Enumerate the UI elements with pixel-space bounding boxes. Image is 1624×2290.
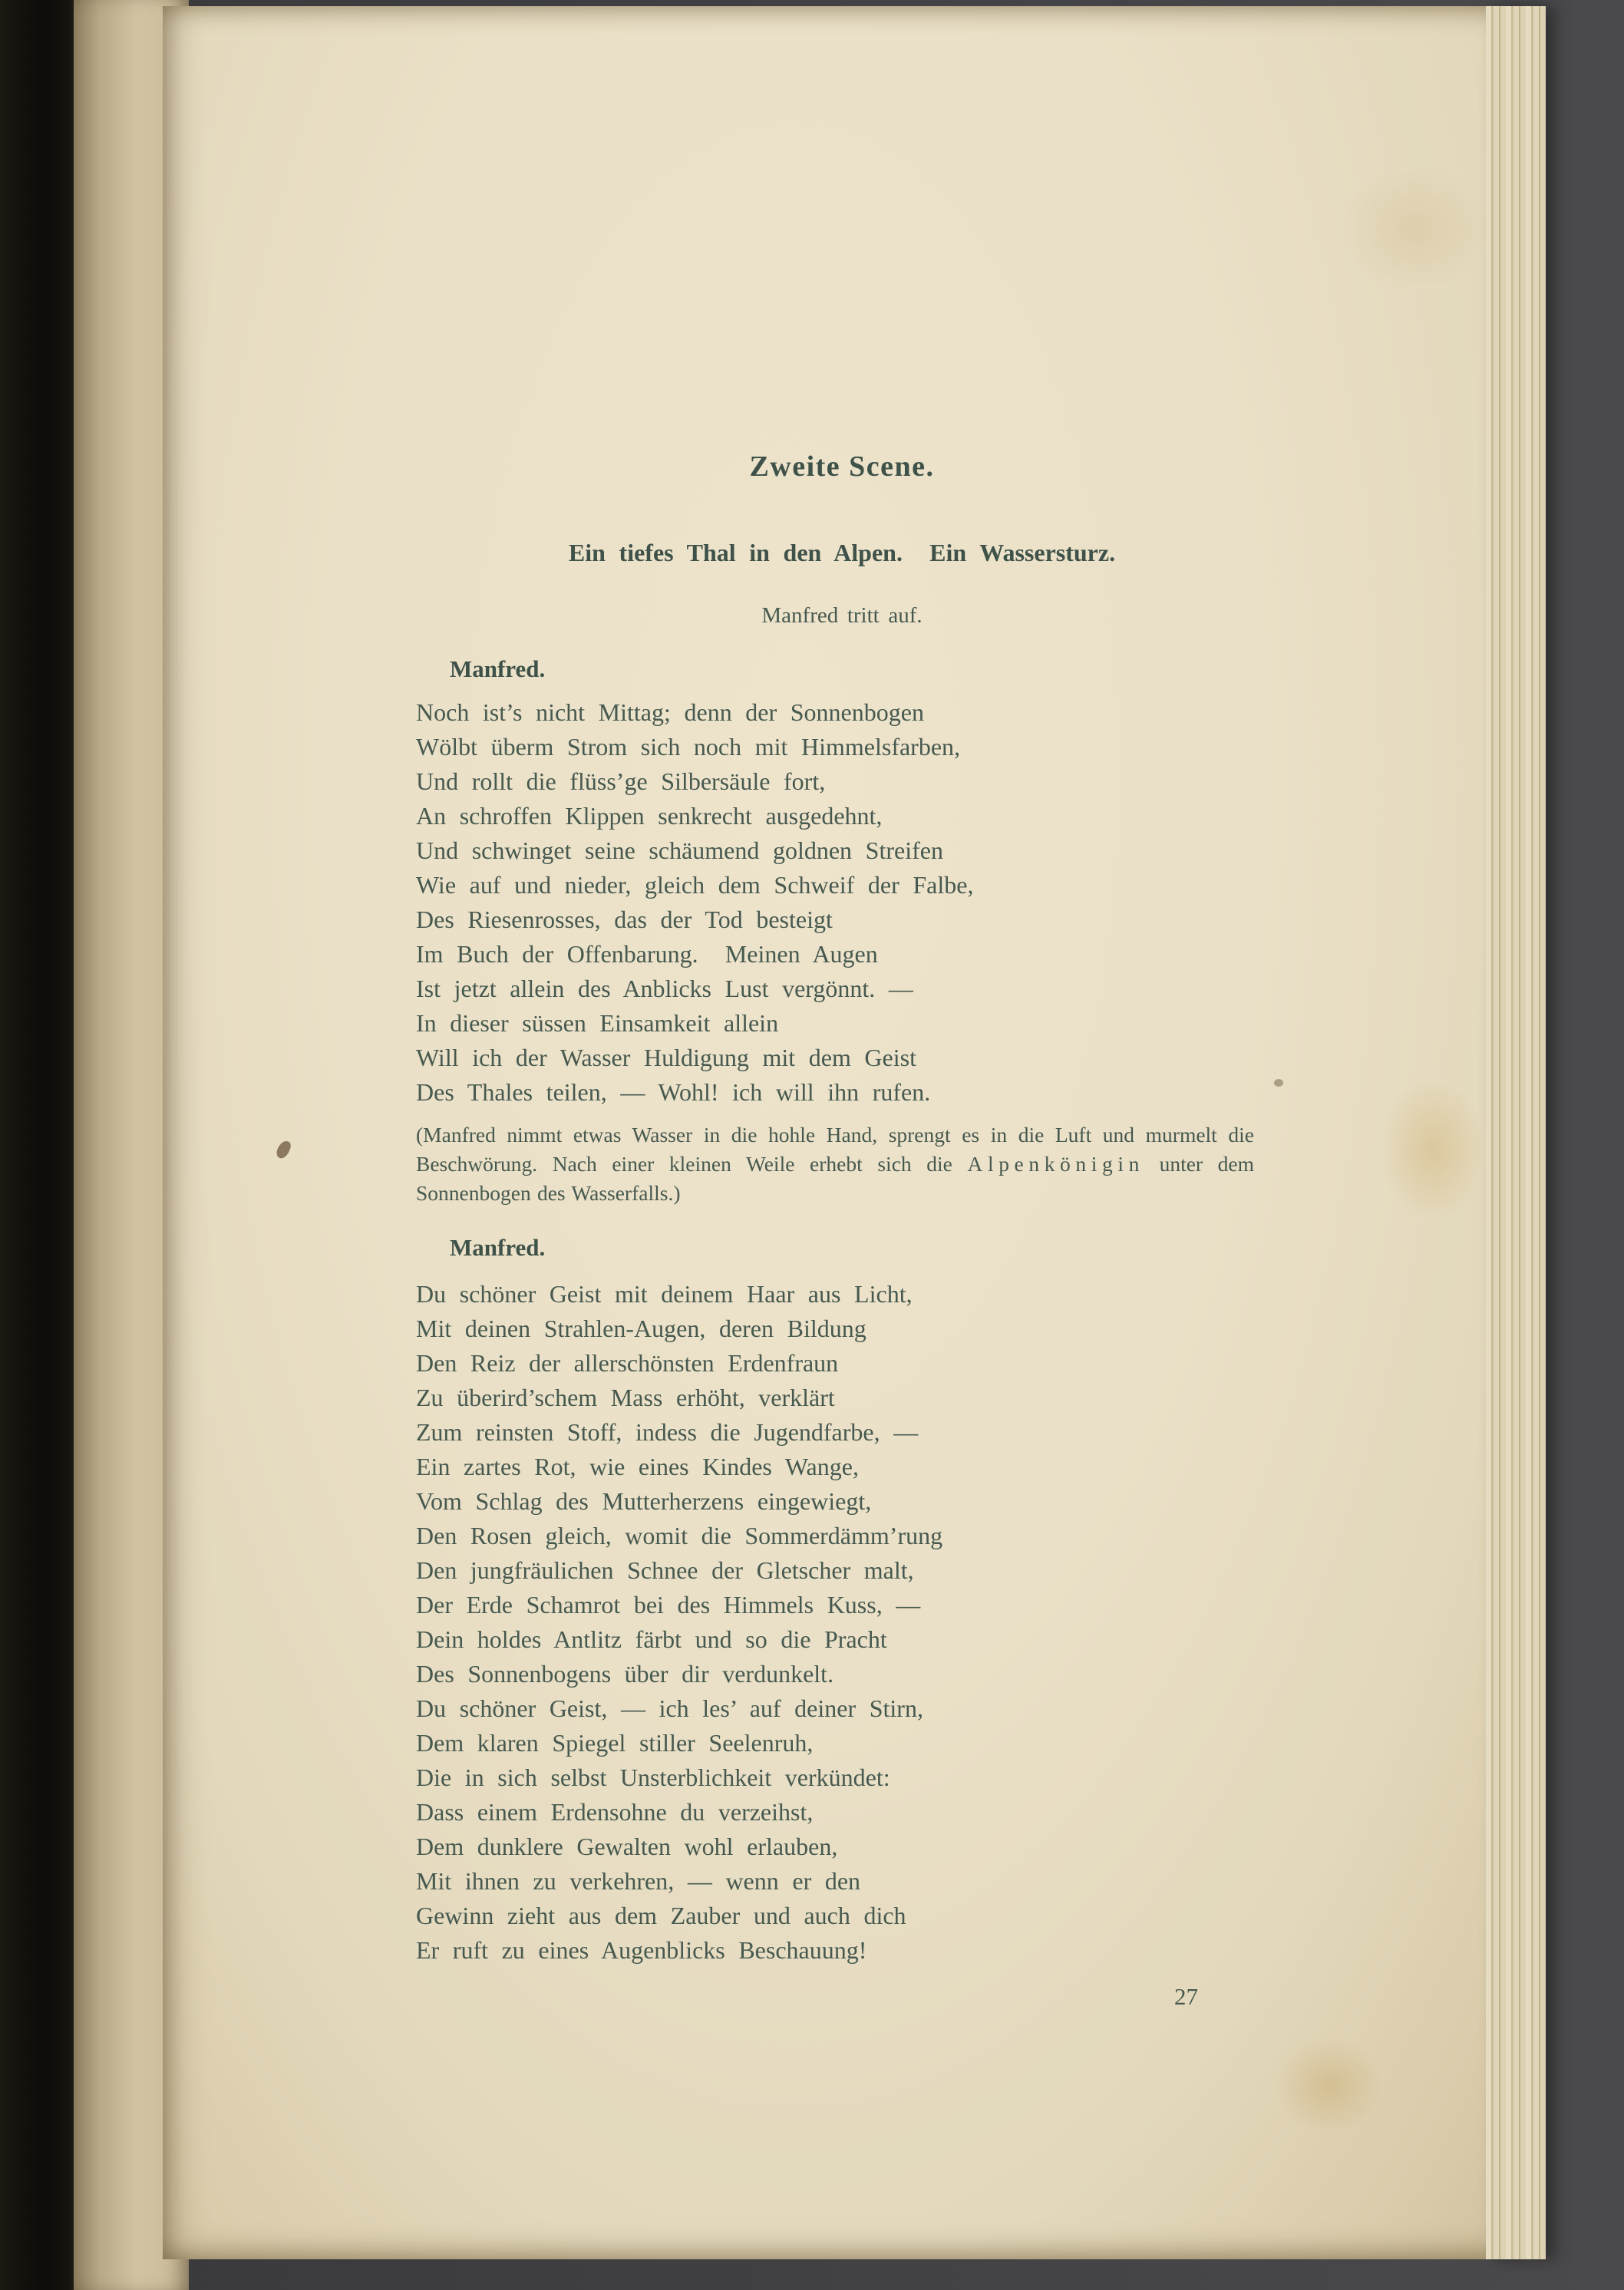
poem-line: Ein zartes Rot, wie eines Kindes Wange,	[416, 1453, 859, 1480]
page-stain	[1253, 2017, 1406, 2155]
poem-line: Im Buch der Offenbarung. Meinen Augen	[416, 940, 878, 968]
poem-line: Dass einem Erdensohne du verzeihst,	[416, 1798, 814, 1826]
poem-line: Du schöner Geist mit deinem Haar aus Licht,	[416, 1280, 913, 1308]
stage-direction	[416, 1120, 1254, 1208]
poem-line: Er ruft zu eines Augenblicks Beschauung!	[416, 1936, 867, 1964]
speaker-heading-manfred-2: Manfred.	[450, 1234, 546, 1261]
poem-line: Zu überird’schem Mass erhöht, verklärt	[416, 1384, 835, 1411]
poem-line: Den Reiz der allerschönsten Erdenfraun	[416, 1349, 839, 1377]
stage-entry: Manfred tritt auf.	[761, 603, 923, 628]
book-page	[163, 6, 1535, 2259]
ink-speck	[1274, 1079, 1283, 1087]
poem-line: An schroffen Klippen senkrecht ausgedehnt,	[416, 802, 883, 830]
speech-manfred-1	[416, 695, 1268, 1110]
poem-line: Und rollt die flüss’ge Silbersäule fort,	[416, 767, 826, 795]
poem-line: Du schöner Geist, — ich les’ auf deiner Stirn,	[416, 1694, 923, 1722]
poem-line: Noch ist’s nicht Mittag; denn der Sonnenbogen	[416, 698, 924, 726]
poem-line: Des Sonnenbogens über dir verdunkelt.	[416, 1660, 834, 1688]
poem-line: Will ich der Wasser Huldigung mit dem Geist	[416, 1044, 916, 1071]
stage-direction-emphasis: Alpenkönigin	[967, 1152, 1144, 1176]
poem-line: Des Thales teilen, — Wohl! ich will ihn rufen.	[416, 1078, 931, 1106]
page-deckle-edges	[1486, 6, 1546, 2259]
poem-line: Und schwinget seine schäumend goldnen Streifen	[416, 836, 943, 864]
page-number: 27	[1174, 1983, 1198, 2010]
poem-line: Den Rosen gleich, womit die Sommerdämm’rung	[416, 1522, 943, 1549]
poem-line: Gewinn zieht aus dem Zauber und auch dich	[416, 1902, 906, 1929]
poem-line: Den jungfräulichen Schnee der Gletscher malt,	[416, 1556, 914, 1584]
poem-line: Dein holdes Antlitz färbt und so die Pracht	[416, 1625, 887, 1653]
poem-line: Wölbt überm Strom sich noch mit Himmelsfarben,	[416, 733, 961, 761]
scene-title: Zweite Scene.	[749, 450, 935, 483]
page-stain	[1314, 144, 1513, 313]
poem-line: Dem dunklere Gewalten wohl erlauben,	[416, 1833, 838, 1860]
stage-direction-text-after: unter dem Sonnenbogen des Wasserfalls.)	[416, 1152, 1255, 1205]
stage-direction-text-before: (Manfred nimmt etwas Wasser in die hohle Hand, sprengt es in die Luft und murmelt die Beschwörung. Nach einer kleinen Weile erhebt sich die	[416, 1123, 1254, 1176]
poem-line: Des Riesenrosses, das der Tod besteigt	[416, 906, 833, 933]
speech-manfred-2	[416, 1277, 1268, 1968]
poem-line: Die in sich selbst Unsterblichkeit verkündet:	[416, 1764, 890, 1791]
poem-line: Ist jetzt allein des Anblicks Lust vergönnt. —	[416, 975, 913, 1002]
poem-line: Wie auf und nieder, gleich dem Schweif der Falbe,	[416, 871, 974, 899]
poem-line: Der Erde Schamrot bei des Himmels Kuss, —	[416, 1591, 921, 1619]
page-stain	[1360, 1050, 1506, 1249]
poem-line: Vom Schlag des Mutterherzens eingewiegt,	[416, 1487, 872, 1515]
speaker-heading-manfred-1: Manfred.	[450, 655, 546, 682]
poem-line: Zum reinsten Stoff, indess die Jugendfarbe, —	[416, 1418, 919, 1446]
poem-line: Dem klaren Spiegel stiller Seelenruh,	[416, 1729, 814, 1757]
ink-speck	[275, 1139, 292, 1160]
poem-line: In dieser süssen Einsamkeit allein	[416, 1009, 779, 1037]
poem-line: Mit ihnen zu verkehren, — wenn er den	[416, 1867, 861, 1895]
book-binding	[0, 0, 81, 2290]
scene-setting: Ein tiefes Thal in den Alpen. Ein Wassersturz.	[568, 539, 1116, 566]
poem-line: Mit deinen Strahlen-Augen, deren Bildung	[416, 1315, 866, 1342]
